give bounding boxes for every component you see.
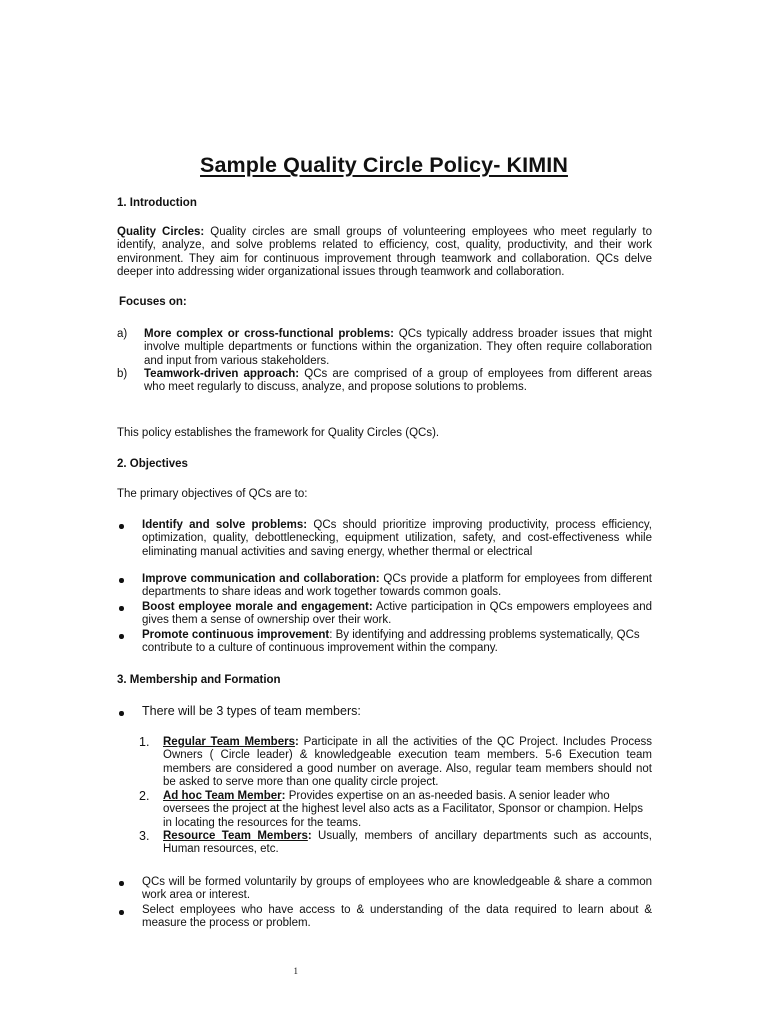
focus-item-text: QCs are comprised of a group of employees from different areas who meet regularly to discuss, analyze, and propose solutions to problems.	[144, 368, 653, 394]
formation-item: QCs will be formed voluntarily by groups of employees who are knowledgeable & share a common work area or interest.	[142, 876, 652, 902]
section-heading-membership: 3. Membership and Formation	[117, 674, 281, 686]
objective-item	[142, 519, 652, 559]
bullet-icon	[119, 711, 124, 716]
bullet-icon	[119, 606, 124, 611]
section-heading-objectives: 2. Objectives	[117, 458, 188, 470]
objective-text: QCs provide a platform for employees from different departments to share ideas and work together towards common goals.	[142, 573, 652, 599]
objective-label: Boost employee morale and engagement:	[142, 601, 373, 613]
objective-label: Promote continuous improvement	[142, 629, 330, 641]
list-marker: a)	[117, 328, 128, 340]
focus-item-label: More complex or cross-functional problems:	[144, 328, 394, 340]
objective-item	[142, 601, 652, 628]
bullet-icon	[119, 524, 124, 529]
focus-item	[144, 328, 652, 368]
list-marker: b)	[117, 368, 128, 380]
bullet-icon	[119, 881, 124, 886]
quality-circles-text: Quality circles are small groups of volunteering employees who meet regularly to identify, analyze, and solve problems related to efficiency, cost, quality, productivity, and their work environment. They aim for continuous improvement through teamwork and collaboration. QCs delve deeper into addressing wider organizational issues through teamwork and collaboration.	[117, 226, 652, 279]
member-type-colon: :	[307, 830, 312, 842]
objective-text: : By identifying and addressing problems systematically, QCs contribute to a culture of continuous improvement within the company.	[142, 629, 640, 655]
member-type-label: Resource Team Members	[163, 830, 308, 842]
member-type-text: Usually, members of ancillary departments such as accounts, Human resources, etc.	[163, 830, 652, 856]
member-type-item	[163, 736, 652, 790]
list-marker: 2.	[139, 789, 150, 803]
objective-text: QCs should prioritize improving productivity, process efficiency, optimization, quality, debottlenecking, equipment utilization, safety, and cost-effectiveness while eliminating manual activities and saving energy, whether thermal or electrical	[142, 519, 652, 558]
document-title: Sample Quality Circle Policy- KIMIN	[200, 153, 568, 177]
focus-item	[144, 368, 652, 395]
section-heading-introduction: 1. Introduction	[117, 197, 197, 209]
objectives-intro: The primary objectives of QCs are to:	[117, 488, 308, 500]
policy-statement: This policy establishes the framework for Quality Circles (QCs).	[117, 427, 440, 439]
member-type-label: Ad hoc Team Member	[163, 790, 282, 802]
member-type-item	[163, 830, 652, 857]
formation-item: Select employees who have access to & understanding of the data required to learn about & measure the process or problem.	[142, 904, 652, 930]
objective-item	[142, 629, 652, 656]
member-type-colon: :	[281, 790, 286, 802]
objective-text: Active participation in QCs empowers employees and gives them a sense of ownership over their work.	[142, 601, 652, 627]
focus-item-text: QCs typically address broader issues that might involve multiple departments or functions within the organization. They often require collaboration and input from various stakeholders.	[144, 328, 652, 367]
member-type-colon: :	[294, 736, 299, 748]
member-type-item	[163, 790, 652, 830]
bullet-icon	[119, 634, 124, 639]
objective-label: Identify and solve problems:	[142, 519, 308, 531]
list-marker: 3.	[139, 829, 150, 843]
list-marker: 1.	[139, 735, 150, 749]
member-types-intro: There will be 3 types of team members:	[142, 704, 361, 718]
bullet-icon	[119, 578, 124, 583]
quality-circles-label: Quality Circles:	[117, 226, 205, 238]
member-type-label: Regular Team Members	[163, 736, 295, 748]
member-type-text: Provides expertise on an as-needed basis. A senior leader who oversees the project at the highest level also acts as a Facilitator, Sponsor or champion. Helps in locating the resources for the teams.	[163, 790, 644, 829]
focus-item-label: Teamwork-driven approach:	[144, 368, 300, 380]
objective-label: Improve communication and collaboration:	[142, 573, 380, 585]
focuses-on-label: Focuses on:	[119, 296, 187, 308]
objective-item	[142, 573, 652, 600]
member-type-text: Participate in all the activities of the QC Project. Includes Process Owners ( Circle leader) & knowledgeable execution team members. 5-6 Execution team members are considered a good number on average. Also, regular team members should not be asked to serve more than one quality circle project.	[163, 736, 652, 789]
bullet-icon	[119, 910, 124, 915]
quality-circles-paragraph	[117, 226, 652, 280]
page-number: 1	[293, 966, 298, 976]
